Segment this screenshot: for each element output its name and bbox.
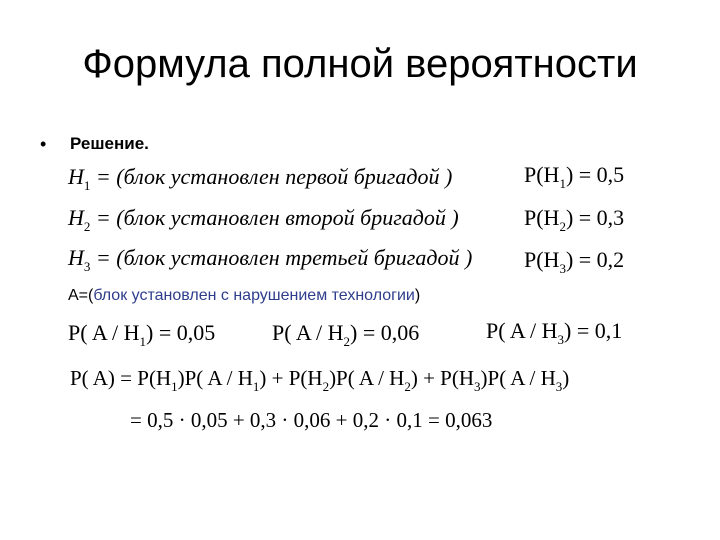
hypothesis-3-probability — [524, 247, 625, 276]
hypothesis-2-index: 2 — [83, 219, 91, 234]
hypothesis-3-definition — [68, 245, 473, 274]
event-text: блок установлен с нарушением технологии — [93, 287, 415, 304]
formula-part: )P( A / H — [329, 366, 405, 390]
result-line: = 0,5 · 0,05 + 0,3 · 0,06 + 0,2 · 0,1 = 0,063 — [130, 408, 493, 432]
hypothesis-1-text: = (блок установлен первой бригадой ) — [95, 164, 453, 189]
hypothesis-1-prob-lhs: P(H — [524, 162, 560, 187]
total-probability-formula — [70, 366, 570, 394]
formula-index: 2 — [404, 379, 411, 394]
hypothesis-2-text: = (блок установлен второй бригадой ) — [95, 205, 459, 230]
conditional-1-rhs: ) = 0,05 — [146, 320, 216, 345]
formula-index: 2 — [322, 379, 330, 394]
hypothesis-2-probability — [524, 205, 625, 234]
formula-part: ) — [562, 366, 570, 390]
hypothesis-1-prob-rhs: ) = 0,5 — [565, 162, 625, 187]
formula-index: 1 — [252, 379, 260, 394]
hypothesis-3-index: 3 — [83, 259, 91, 274]
hypothesis-3-prob-rhs: ) = 0,2 — [565, 247, 625, 272]
formula-index: 3 — [474, 379, 481, 394]
hypothesis-2-prob-rhs: ) = 0,3 — [565, 205, 625, 230]
formula-index: 3 — [555, 379, 563, 394]
formula-index: 1 — [171, 379, 178, 394]
formula-part: ) + P(H — [410, 366, 475, 390]
hypothesis-3-text: = (блок установлен третьей бригадой ) — [95, 245, 473, 270]
formula-part: ) + P(H — [259, 366, 323, 390]
hypothesis-1-index: 1 — [83, 178, 91, 193]
conditional-2-lhs: P( A / H — [272, 320, 344, 345]
conditional-1-lhs: P( A / H — [68, 320, 140, 345]
hypothesis-2-definition — [68, 205, 459, 234]
hypothesis-2-prob-lhs: P(H — [524, 205, 560, 230]
hypothesis-3-symbol: H — [68, 245, 84, 270]
hypothesis-3-prob-lhs: P(H — [524, 247, 560, 272]
hypothesis-1-prob-index: 1 — [559, 176, 566, 191]
bullet-icon: • — [40, 134, 47, 154]
formula-part: P( A) = P(H — [70, 366, 172, 390]
conditional-1 — [68, 320, 216, 349]
hypothesis-2-prob-index: 2 — [559, 219, 566, 234]
event-definition — [68, 287, 420, 305]
hypothesis-1-symbol: H — [68, 164, 84, 189]
conditional-3-rhs: ) = 0,1 — [564, 318, 623, 343]
conditional-3-index: 3 — [557, 332, 565, 347]
hypothesis-1-definition — [68, 164, 453, 193]
formula-part: )P( A / H — [480, 366, 556, 390]
conditional-2-rhs: ) = 0,06 — [350, 320, 420, 345]
slide-title: Формула полной вероятности — [82, 42, 638, 86]
hypothesis-3-prob-index: 3 — [559, 261, 566, 276]
conditional-2-index: 2 — [343, 334, 351, 349]
conditional-2 — [272, 320, 420, 349]
hypothesis-1-probability — [524, 162, 625, 191]
conditional-1-index: 1 — [139, 334, 147, 349]
formula-part: )P( A / H — [177, 366, 253, 390]
conditional-3 — [486, 318, 623, 347]
hypothesis-2-symbol: H — [68, 205, 84, 230]
event-suffix: ) — [414, 287, 421, 304]
bullet-text: Решение. — [70, 134, 149, 153]
conditional-3-lhs: P( A / H — [486, 318, 558, 343]
event-prefix: A=( — [68, 287, 94, 304]
